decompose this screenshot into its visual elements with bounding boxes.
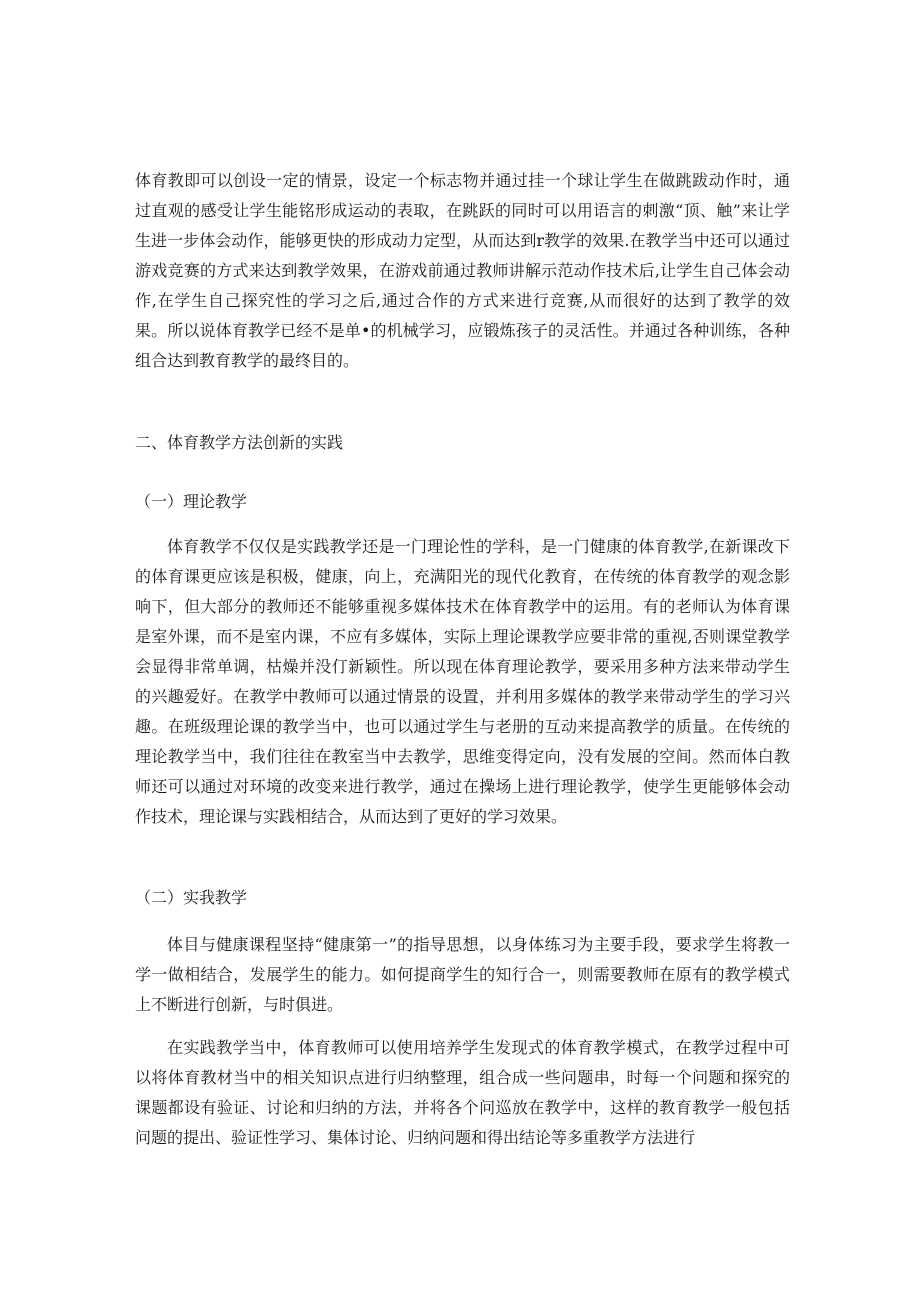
body-paragraph-4-container	[135, 1033, 790, 1153]
section-heading-container	[135, 428, 790, 458]
body-paragraph-1: 体育教即可以创设一定的情景，设定一个标志物并通过挂一个球让学生在做跳跋动作时，通过直观的感受让学生能铭形成运动的表取，在跳跃的同时可以用语言的刺激“顶、触”来让学生进一步体会动作，能够更快的形成动力定型，从而达到r教学的效果.在教学当中还可以通过游戏竞赛的方式来达到教学效果，在游戏前通过教师讲解示范动作技术后,让学生自己体会动作,在学生自己探究性的学习之后,通过合作的方式来进行竞赛,从而很好的达到了教学的效果。所以说体育教学已经不是单•的机械学习，应锻炼孩子的灵活性。并通过各种训练，各种组合达到教育教学的最终目的。	[135, 171, 790, 370]
subsection-heading-practice: （二）实我教学	[135, 888, 248, 907]
subsection-heading-2-container	[135, 883, 790, 913]
body-paragraph-3-container	[135, 930, 790, 1020]
body-paragraph-4: 在实践教学当中，体育教师可以使用培养学生发现式的体育教学模式，在教学过程中可以将体育教材当中的相关知识点进行归纳整理，组合成一些问题串，时每一个问题和探究的课题都设有验证、讨论和归纳的方法，并将各个问巡放在教学中，这样的教育教学一般包括问题的提出、验证性学习、集体讨论、归纳问题和得出结论等多重教学方法进行	[135, 1038, 790, 1147]
subsection-heading-theory: （一）理论教学	[135, 492, 248, 511]
section-heading: 二、体育教学方法创新的实践	[135, 433, 344, 452]
body-paragraph-2: 体育教学不仅仅是实践教学还是一门理论性的学科，是一门健康的体育教学,在新课改下的体育课更应该是积极，健康，向上，充满阳光的现代化教育，在传统的体育教学的观念影响下，但大部分的教师还不能够重视多媒体技术在体育教学中的运用。有的老师认为体育课是室外课，而不是室内课，不应有多媒体，实际上理论课教学应要非常的重视,否则课堂教学会显得非常单调，枯燥并没仃新颖性。所以现在体育理论教学，要采用多种方法来带动学生的兴趣爱好。在教学中教师可以通过情景的设置，并利用多媒体的教学来带动学生的学习兴趣。在班级理论课的教学当中，也可以通过学生与老册的互动来提高教学的质量。在传统的理论教学当中，我们往往在教室当中去教学，思维变得定向，没有发展的空间。然而体白教师还可以通过对环境的改变来进行教学，通过在操场上进行理论教学，使学生更能够体会动作技术，理论课与实践相结合，从而达到了更好的学习效果。	[135, 537, 790, 826]
body-paragraph-3: 体目与健康课程坚持“健康第一”的指导思想，以身体练习为主要手段，要求学生将教一学一做相结合，发展学生的能力。如何提商学生的知行合一，则需要教师在原有的教学模式上不断进行创新，与时俱进。	[135, 935, 790, 1014]
body-paragraph-1-container	[135, 166, 790, 376]
subsection-heading-1-container	[135, 487, 790, 517]
body-paragraph-2-container	[135, 532, 790, 832]
